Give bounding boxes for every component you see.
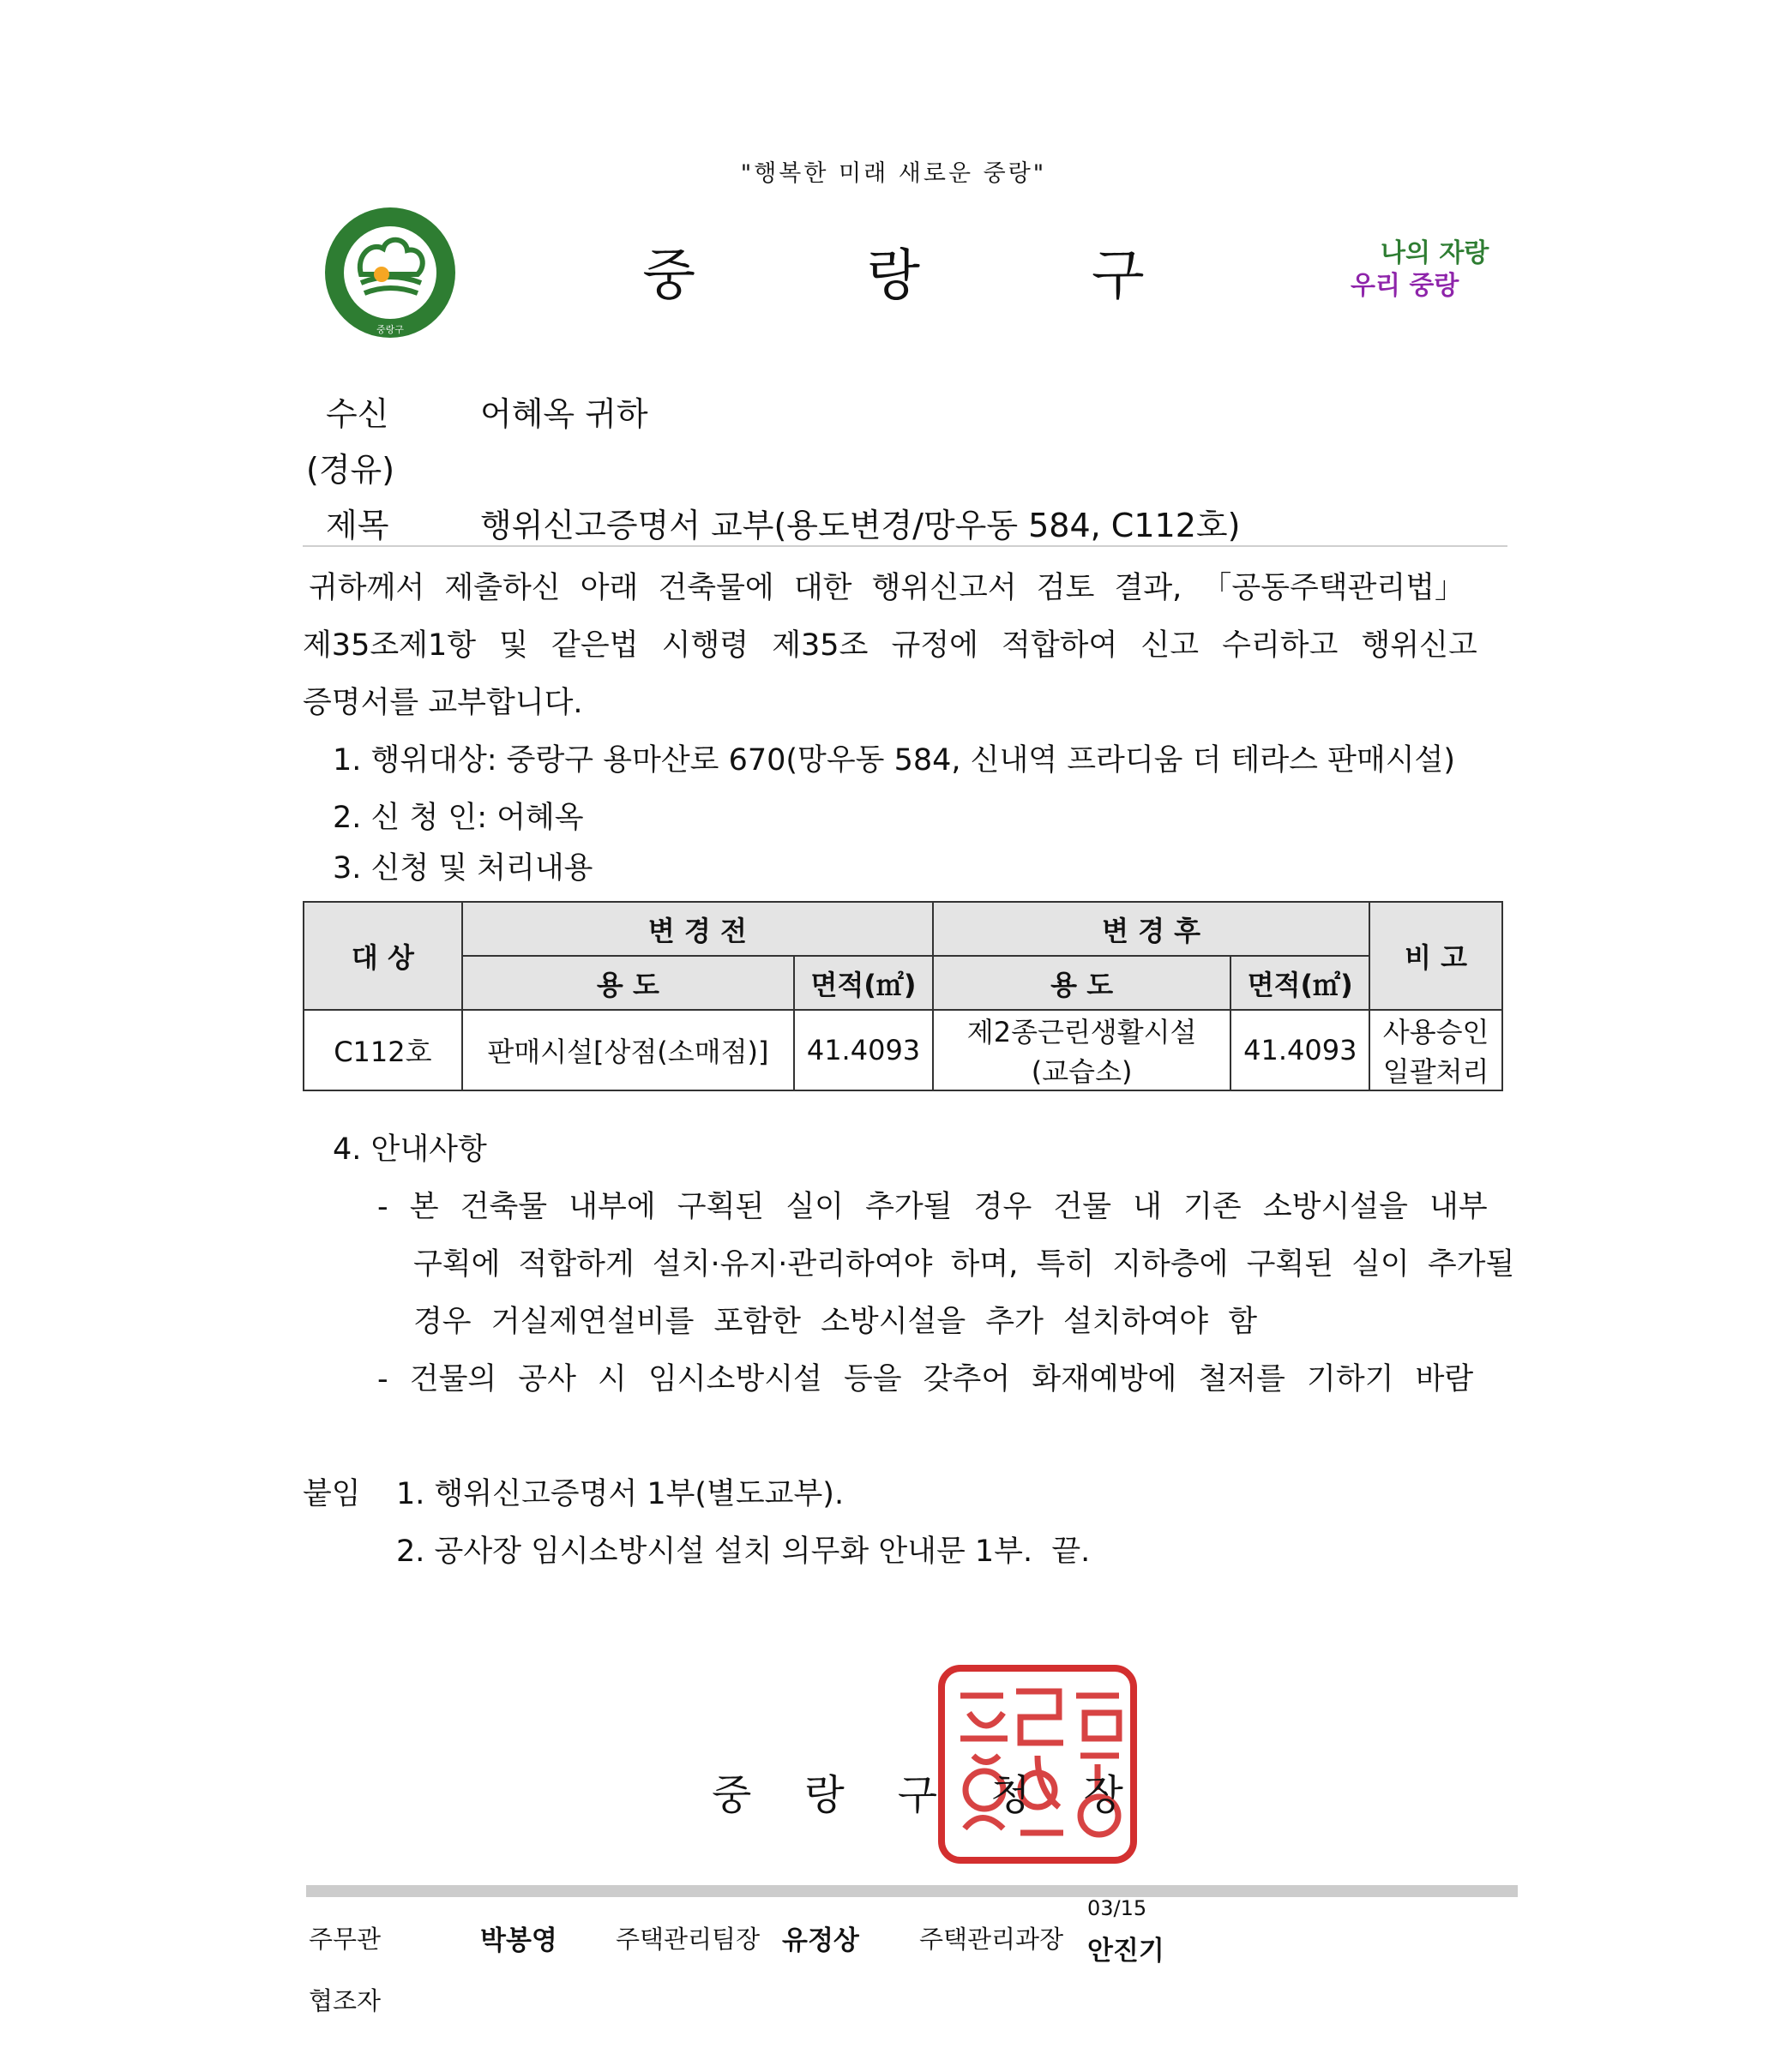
notice-line: 구획에 적합하게 설치·유지·관리하여야 하며, 특히 지하층에 구획된 실이 추가될: [413, 1247, 1515, 1282]
cell-after-use: [933, 1010, 1230, 1090]
subject-label: 제목: [326, 507, 389, 544]
after-use-line: 제2종근린생활시설: [966, 1016, 1197, 1048]
header-before-area: 면적(㎡): [794, 956, 933, 1010]
signature-char: 구: [897, 1771, 938, 1819]
logo-line1: 나의 자랑: [1381, 238, 1489, 268]
organization-title: [0, 231, 1787, 310]
cell-after-area: 41.4093: [1230, 1010, 1369, 1090]
recipient-value: 어혜옥 귀하: [480, 395, 648, 433]
notice-line: - 건물의 공사 시 임시소방시설 등을 갖추어 화재예방에 철저를 기하기 바람: [377, 1362, 1474, 1396]
signature-title: [712, 1762, 1176, 1821]
footer-name: 유정상: [782, 1925, 859, 1956]
header-target: 대 상: [304, 902, 462, 1010]
footer-role: 협조자: [309, 1986, 382, 2015]
item-target: 1. 행위대상: 중랑구 용마산로 670(망우동 584, 신내역 프라디움 더 테라스 판매시설): [333, 743, 1455, 778]
attachment-item: 2. 공사장 임시소방시설 설치 의무화 안내문 1부. 끝.: [396, 1534, 1091, 1569]
notice-line: - 본 건축물 내부에 구획된 실이 추가될 경우 건물 내 기존 소방시설을 내부: [377, 1190, 1488, 1224]
via-label: (경유): [306, 451, 395, 489]
footer-divider: [306, 1885, 1518, 1897]
footer-date: 03/15: [1087, 1896, 1147, 1920]
org-char: 중: [642, 244, 696, 308]
footer-role: 주택관리과장: [919, 1925, 1064, 1954]
note-line: 사용승인: [1382, 1016, 1489, 1048]
table-row: [304, 1010, 1502, 1090]
footer-role: 주무관: [309, 1925, 382, 1954]
signature-char: 장: [1083, 1771, 1123, 1819]
my-pride-jungnang-logo: [1351, 231, 1505, 309]
cell-before-area: 41.4093: [794, 1010, 933, 1090]
cell-before-use: 판매시설[상점(소매점)]: [462, 1010, 794, 1090]
footer-role: 주택관리팀장: [616, 1925, 761, 1954]
attachment-label: 붙임: [303, 1477, 361, 1511]
attachment-item: 1. 행위신고증명서 1부(별도교부).: [396, 1477, 845, 1511]
header-after-area: 면적(㎡): [1230, 956, 1369, 1010]
body-paragraph-line: 제35조제1항 및 같은법 시행령 제35조 규정에 적합하여 신고 수리하고 행위신고: [303, 628, 1477, 663]
cell-note: [1369, 1010, 1502, 1090]
item-request: 3. 신청 및 처리내용: [333, 851, 593, 886]
signature-char: 중: [712, 1771, 752, 1819]
subject-value: 행위신고증명서 교부(용도변경/망우동 584, C112호): [480, 507, 1241, 544]
footer-name: 안진기: [1087, 1936, 1164, 1967]
item-applicant: 2. 신 청 인: 어혜옥: [333, 801, 584, 835]
header-note: 비 고: [1369, 902, 1502, 1010]
signature-char: 청: [990, 1771, 1031, 1819]
svg-text:중랑구: 중랑구: [376, 324, 404, 335]
notice-title: 4. 안내사항: [333, 1132, 487, 1167]
processing-table: [303, 901, 1503, 1091]
header-after-use: 용 도: [933, 956, 1230, 1010]
header-divider: [303, 545, 1507, 547]
header-before: 변 경 전: [462, 902, 933, 956]
body-paragraph-line: 귀하께서 제출하신 아래 건축물에 대한 행위신고서 검토 결과, 「공동주택관리법」: [309, 571, 1465, 605]
after-use-line: (교습소): [1031, 1055, 1133, 1088]
header-before-use: 용 도: [462, 956, 794, 1010]
body-paragraph-line: 증명서를 교부합니다.: [303, 686, 583, 720]
header-after: 변 경 후: [933, 902, 1369, 956]
footer-name: 박봉영: [480, 1925, 557, 1956]
note-line: 일괄처리: [1382, 1055, 1489, 1088]
org-char: 구: [1091, 244, 1145, 308]
cell-target: C112호: [304, 1010, 462, 1090]
org-char: 랑: [867, 244, 920, 308]
notice-line: 경우 거실제연설비를 포함한 소방시설을 추가 설치하여야 함: [413, 1305, 1258, 1339]
recipient-label: 수신: [326, 395, 389, 433]
signature-char: 랑: [804, 1771, 845, 1819]
logo-line2: 우리 중랑: [1351, 271, 1459, 301]
slogan: "행복한 미래 새로운 중랑": [740, 160, 1047, 187]
